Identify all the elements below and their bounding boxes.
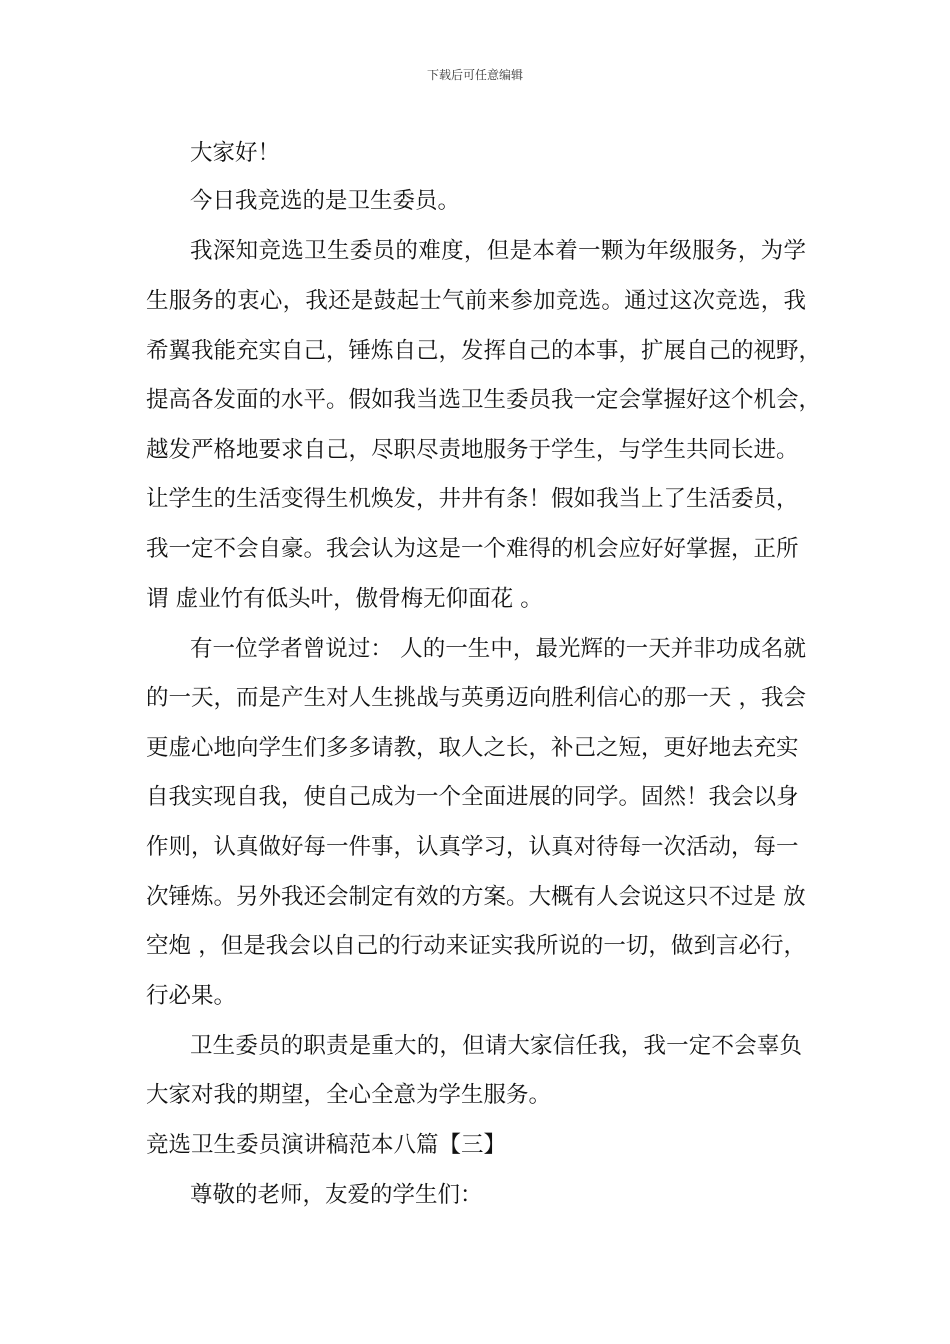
section-heading: 竞选卫生委员演讲稿范本八篇【三】: [146, 1132, 507, 1158]
paragraph-line: 越发严格地要求自己，尽职尽责地服务于学生，与学生共同长进。: [146, 437, 799, 463]
paragraph-line: 我一定不会自豪。我会认为这是一个难得的机会应好好掌握，正所: [146, 536, 799, 562]
paragraph-line: 我深知竞选卫生委员的难度，但是本着一颗为年级服务，为学: [190, 238, 806, 264]
greeting: 大家好！: [190, 140, 281, 166]
paragraph-line: 更虚心地向学生们多多请教，取人之长，补己之短，更好地去充实: [146, 735, 799, 761]
paragraph-line: 空炮 ，但是我会以自己的行动来证实我所说的一切，做到言必行，: [146, 933, 806, 959]
paragraph-line: 行必果。: [146, 983, 237, 1009]
paragraph-line: 提高各发面的水平。假如我当选卫生委员我一定会掌握好这个机会，: [146, 387, 822, 413]
paragraph-line: 有一位学者曾说过： 人的一生中，最光辉的一天并非功成名就: [190, 636, 806, 662]
page-header: 下载后可任意编辑: [426, 68, 523, 82]
paragraph-line: 生服务的衷心，我还是鼓起士气前来参加竞选。通过这次竞选，我: [146, 288, 806, 314]
paragraph-line: 大家对我的期望，全心全意为学生服务。: [146, 1082, 552, 1108]
paragraph-line: 的一天，而是产生对人生挑战与英勇迈向胜利信心的那一天 ，我会: [146, 685, 806, 711]
paragraph-line: 自我实现自我，使自己成为一个全面进展的同学。固然！我会以身: [146, 784, 799, 810]
paragraph-line: 让学生的生活变得生机焕发，井井有条！假如我当上了生活委员，: [146, 486, 799, 512]
paragraph-line: 谓 虚业竹有低头叶，傲骨梅无仰面花 。: [146, 586, 543, 612]
salutation: 尊敬的老师，友爱的学生们：: [190, 1182, 483, 1208]
paragraph-line: 今日我竞选的是卫生委员。: [190, 188, 461, 214]
paragraph-line: 卫生委员的职责是重大的，但请大家信任我，我一定不会辜负: [190, 1033, 802, 1059]
paragraph-line: 希翼我能充实自己，锤炼自己，发挥自己的本事，扩展自己的视野，: [146, 338, 822, 364]
paragraph-line: 次锤炼。另外我还会制定有效的方案。大概有人会说这只不过是 放: [146, 884, 806, 910]
paragraph-line: 作则，认真做好每一件事，认真学习，认真对待每一次活动，每一: [146, 834, 799, 860]
